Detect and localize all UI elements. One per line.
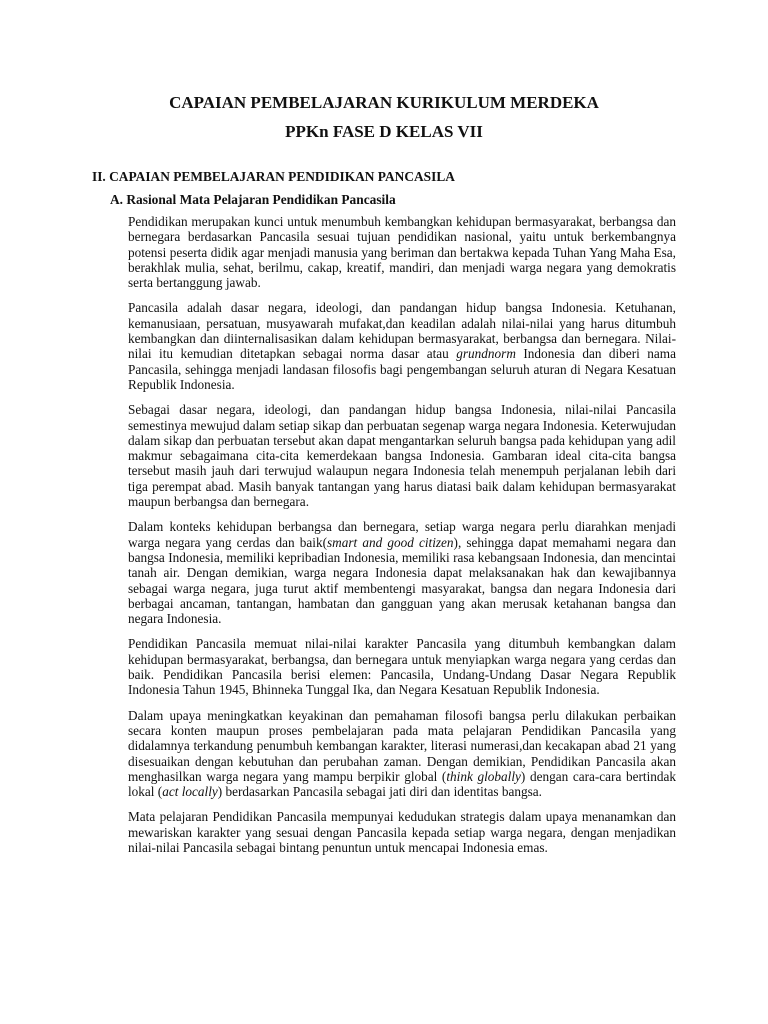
paragraph-text: Dalam konteks kehidupan berbangsa dan bernegara, setiap warga negara perlu diarahkan menjadi warga negara yang cerdas dan baik( [128,519,676,550]
paragraph [128,300,676,392]
paragraph-text: ) dengan cara-cara bertindak lokal ( [128,768,677,800]
paragraph-text: Mata pelajaran Pendidikan Pancasila mempunyai kedudukan strategis dalam upaya menanamkan dan mewariskan karakter yang sesuai dengan Pancasila kepada setiap warga negara, dengan menjadikan nilai-nilai Pancasila sebagai bintang penuntun untuk mencapai Indonesia emas. [128,809,676,855]
document-title: CAPAIAN PEMBELAJARAN KURIKULUM MERDEKA [169,93,599,112]
italic-term: act locally [162,784,218,800]
paragraph-text: ), sehingga dapat memahami negara dan bangsa Indonesia, memiliki kepribadian Indonesia, memiliki rasa kebangsaan Indonesia, dan mencintai tanah air. Dengan demikian, warga negara Indonesia dapat melaksanakan hak dan kewajibannya sebagai warga negara, juga turut aktif membentengi masyarakat, bangsa dan negara Indonesia dari berbagai ancaman, tantangan, hambatan dan gangguan yang akan merusak ketahanan bangsa dan negara Indonesia. [128,534,676,627]
paragraph-text: Pendidikan merupakan kunci untuk menumbuh kembangkan kehidupan bermasyarakat, berbangsa dan bernegara berdasarkan Pancasila sesuai tujuan pendidikan nasional, yaitu untuk berkembangnya potensi peserta didik agar menjadi manusia yang beriman dan bertakwa kepada Tuhan Yang Maha Esa, berakhlak mulia, sehat, berilmu, cakap, kreatif, mandiri, dan menjadi warga negara yang demokratis serta bertanggung jawab. [128,214,676,291]
paragraph [128,636,676,697]
paragraph [128,519,676,626]
paragraph-text: Sebagai dasar negara, ideologi, dan pandangan hidup bangsa Indonesia, nilai-nilai Pancasila semestinya mewujud dalam setiap sikap dan perbuatan segenap warga negara Indonesia. Keterwujudan dalam sikap dan perbuatan tersebut akan dapat mengantarkan seluruh bangsa pada kehidupan yang adil makmur sebagaimana cita-cita kemerdekaan bangsa Indonesia. Gambaran ideal cita-cita bangsa tersebut masih jauh dari terwujud walaupun negara Indonesia telah menempuh perjalanan lebih dari tiga perempat abad. Masih banyak tantangan yang harus diatasi baik dalam kehidupan bermasyarakat maupun berbangsa dan bernegara. [128,402,676,510]
paragraph-text: Dalam upaya meningkatkan keyakinan dan pemahaman filosofi bangsa perlu dilakukan perbaikan secara konten maupun proses pembelajaran pada mata pelajaran Pendidikan Pancasila yang didalamnya terkandung penumbuh kembangan karakter, literasi numerasi,dan kecakapan abad 21 yang disesuaikan dengan kebutuhan dan perubahan zaman. Dengan demikian, Pendidikan Pancasila akan menghasilkan warga negara yang mampu berpikir global ( [128,707,676,784]
document-subtitle: PPKn FASE D KELAS VII [285,122,483,141]
italic-term: smart and good citizen [327,534,454,550]
body-text [128,214,676,865]
paragraph [128,708,676,800]
paragraph-text: ) berdasarkan Pancasila sebagai jati diri dan identitas bangsa. [217,784,542,800]
italic-term: grundnorm [456,346,516,362]
paragraph-text: Indonesia dan diberi nama Pancasila, sehingga menjadi landasan filosofis bagi pengembangan seluruh aturan di Negara Kesatuan Republik Indonesia. [128,346,676,392]
paragraph-text: Pendidikan Pancasila memuat nilai-nilai karakter Pancasila yang ditumbuh kembangkan dalam kehidupan bermasyarakat, berbangsa, dan bernegara untuk menyiapkan warga negara yang cerdas dan baik. Pendidikan Pancasila berisi elemen: Pancasila, Undang-Undang Dasar Negara Republik Indonesia Tahun 1945, Bhinneka Tunggal Ika, dan Negara Kesatuan Republik Indonesia. [128,636,676,698]
sub-heading: A. Rasional Mata Pelajaran Pendidikan Pancasila [110,192,396,207]
italic-term: think globally [446,768,521,784]
paragraph [128,809,676,855]
paragraph-text: Pancasila adalah dasar negara, ideologi, dan pandangan hidup bangsa Indonesia. Ketuhanan, kemanusiaan, persatuan, musyawarah mufakat,dan keadilan adalah nilai-nilai yang harus ditumbuh kembangkan dan diinternalisasikan dalam kehidupan bermasyarakat, berbangsa dan bernegara. Nilai-nilai itu kemudian ditetapkan sebagai norma dasar atau [128,300,676,362]
paragraph [128,214,676,290]
paragraph [128,402,676,509]
section-heading: II. CAPAIAN PEMBELAJARAN PENDIDIKAN PANCASILA [92,169,455,184]
